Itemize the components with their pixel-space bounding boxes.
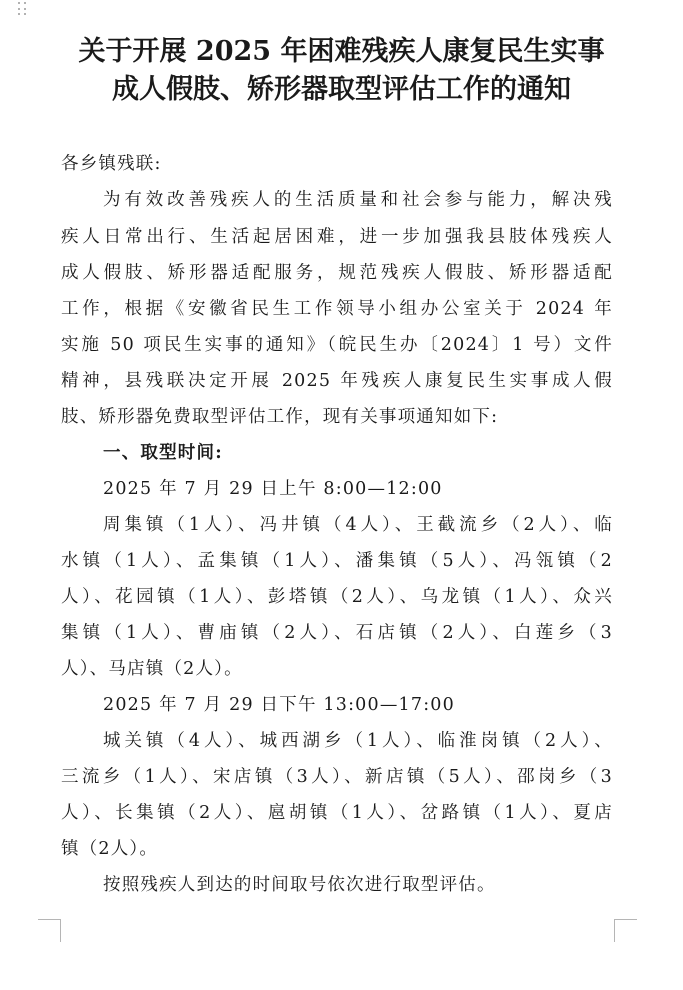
intro-line-5: 实施 50 项民生实事的通知》（皖民生办〔2024〕1 号）文件 [61, 335, 613, 355]
intro-line-1: 为有效改善残疾人的生活质量和社会参与能力，解决残 [103, 190, 613, 210]
session-2-line-4: 镇（2人）。 [61, 839, 159, 859]
session-1-time: 2025 年 7 月 29 日上午 8:00—12:00 [103, 479, 443, 499]
intro-line-3: 成人假肢、矫形器适配服务，规范残疾人假肢、矫形器适配 [61, 263, 613, 283]
page-corner-mark-right [614, 919, 637, 942]
intro-line-6: 精神，县残联决定开展 2025 年残疾人康复民生实事成人假 [61, 371, 613, 391]
session-1-line-4: 集镇（1人）、曹庙镇（2人）、石店镇（2人）、白莲乡（3 [61, 623, 613, 643]
document-title-line-2: 成人假肢、矫形器取型评估工作的通知 [112, 74, 571, 105]
session-1-line-5: 人）、马店镇（2人）。 [61, 659, 243, 679]
intro-line-4: 工作，根据《安徽省民生工作领导小组办公室关于 2024 年 [61, 299, 613, 319]
session-1-line-1: 周集镇（1人）、冯井镇（4人）、王截流乡（2人）、临 [103, 515, 613, 535]
drag-handle-icon[interactable] [18, 0, 28, 16]
session-2-line-3: 人）、长集镇（2人）、扈胡镇（1人）、岔路镇（1人）、夏店 [61, 803, 613, 823]
intro-line-7: 肢、矫形器免费取型评估工作，现有关事项通知如下: [61, 407, 499, 427]
salutation: 各乡镇残联: [61, 154, 162, 174]
page-corner-mark-left [38, 919, 61, 942]
document-title-line-1: 关于开展 2025 年困难残疾人康复民生实事 [78, 36, 605, 67]
intro-line-2: 疾人日常出行、生活起居困难，进一步加强我县肢体残疾人 [61, 227, 613, 247]
session-2-line-2: 三流乡（1人）、宋店镇（3人）、新店镇（5人）、邵岗乡（3 [61, 767, 613, 787]
session-2-time: 2025 年 7 月 29 日下午 13:00—17:00 [103, 695, 455, 715]
session-1-line-3: 人）、花园镇（1人）、彭塔镇（2人）、乌龙镇（1人）、众兴 [61, 587, 613, 607]
closing-line: 按照残疾人到达的时间取号依次进行取型评估。 [103, 875, 496, 895]
section-heading-time: 一、取型时间: [103, 443, 223, 463]
session-1-line-2: 水镇（1人）、孟集镇（1人）、潘集镇（5人）、冯瓴镇（2 [61, 551, 613, 571]
session-2-line-1: 城关镇（4人）、城西湖乡（1人）、临淮岗镇（2人）、 [103, 731, 613, 751]
